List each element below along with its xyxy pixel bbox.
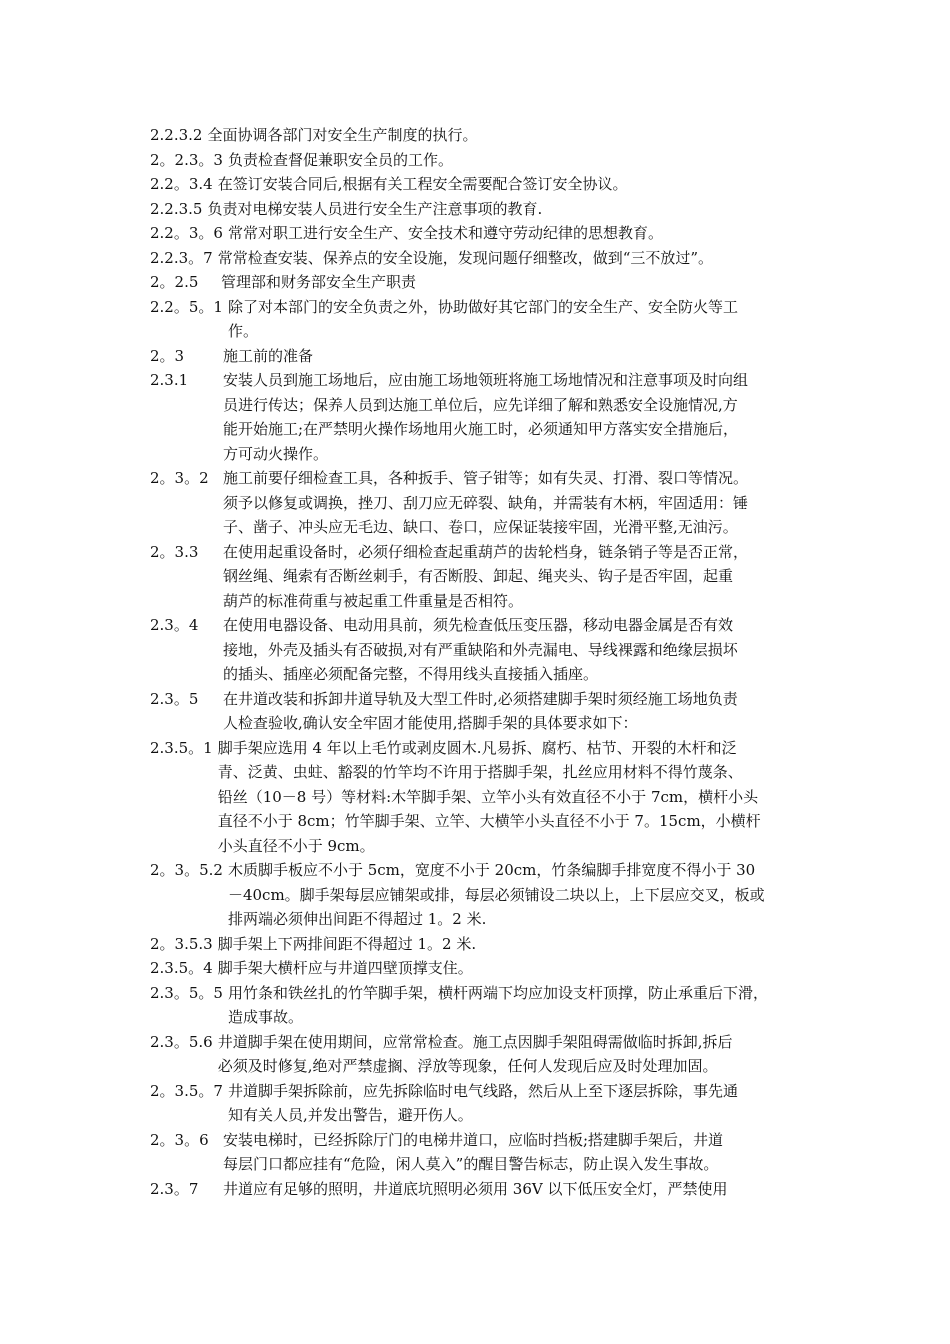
- clause-text: 负责对电梯安装人员进行安全生产注意事项的教育.: [207, 199, 543, 218]
- clause-text: 脚手架应选用 4 年以上毛竹或剥皮圆木.凡易拆、腐朽、枯节、开裂的木杆和泛 青、泛黄、虫蛀、豁裂的竹竿均不许用于搭脚手架，扎丝应用材料不得竹蔑条、 铅丝（10－8 号）等材料:木竿脚手架、立竿小头有效直径不小于 7cm，横杆小头 直径不小于 8cm；竹竿脚手架、立竿、大横竿小头直径不小于 7。15cm，小横杆 小头直径不小于 9cm。: [217, 738, 761, 855]
- clause-number: 2。3。6: [150, 1130, 209, 1149]
- clause-number: 2.2。3。6: [150, 224, 223, 242]
- clause-number: 2.3。4: [150, 616, 199, 634]
- clause-text: 常常检查安装、保养点的安全设施，发现问题仔细整改，做到“三不放过”。: [217, 248, 714, 267]
- clause-text: 负责检查督促兼职安全员的工作。: [227, 150, 453, 169]
- clause-number: 2.3.1: [150, 371, 189, 389]
- clause-2-2-5-1: [150, 295, 810, 344]
- clause-text: 脚手架上下两排间距不得超过 1。2 米.: [217, 934, 477, 953]
- clause-text: 常常对职工进行安全生产、安全技术和遵守劳动纪律的思想教育。: [227, 224, 663, 242]
- clause-text: 脚手架大横杆应与井道四壁顶撑支住。: [217, 959, 473, 977]
- clause-2-3-1: [150, 368, 810, 466]
- clause-text: 在使用起重设备时，必须仔细检查起重葫芦的齿轮档身，链条销子等是否正常， 钢丝绳、绳索有否断丝刺手，有否断股、卸起、绳夹头、钩子是否牢固，起重 葫芦的标准荷重与被起重工件重量是否相符。: [223, 542, 749, 610]
- clause-2-3-7: [150, 1177, 810, 1202]
- clause-number: 2。3.5.3: [150, 934, 213, 953]
- clause-number: 2。3。2: [150, 469, 209, 487]
- clause-number: 2。3。5.2: [150, 861, 223, 879]
- clause-number: 2。3: [150, 346, 185, 365]
- document-body: [150, 123, 810, 1201]
- clause-number: 2。3.5。7: [150, 1081, 223, 1100]
- clause-number: 2。2.3。3: [150, 150, 223, 169]
- clause-2-2-3-5: [150, 197, 810, 222]
- clause-text: 除了对本部门的安全负责之外，协助做好其它部门的安全生产、安全防火等工 作。: [227, 297, 738, 340]
- clause-text: 安装人员到施工场地后，应由施工场地领班将施工场地情况和注意事项及时向组 员进行传达；保养人员到达施工单位后，应先详细了解和熟悉安全设施情况,方 能开始施工;在严禁明火操作场地用火施工时，必须通知甲方落实安全措施后， 方可动火操作。: [223, 371, 749, 463]
- clause-text: 用竹条和铁丝扎的竹竿脚手架，横杆两端下均应加设支杆顶撑，防止承重后下滑， 造成事故。: [227, 983, 768, 1026]
- clause-text: 在井道改装和拆卸井道导轨及大型工件时,必须搭建脚手架时须经施工场地负责 人检查验收,确认安全牢固才能使用,搭脚手架的具体要求如下：: [223, 689, 738, 732]
- heading-2-2-5: [150, 270, 810, 295]
- clause-2-2-3-2: [150, 123, 810, 148]
- clause-text: 木质脚手板应不小于 5cm，宽度不小于 20cm，竹条编脚手排宽度不得小于 30 －40cm。脚手架每层应铺架或排，每层必须铺设二块以上，上下层应交叉，板或 排两端必须伸出间距不得超过 1。2 米.: [227, 861, 765, 928]
- clause-number: 2.3。7: [150, 1179, 199, 1198]
- clause-number: 2.2.3。7: [150, 248, 213, 267]
- clause-2-3-5-2: [150, 858, 810, 932]
- clause-text: 在签订安装合同后,根据有关工程安全需要配合签订安全协议。: [217, 175, 628, 193]
- clause-text: 在使用电器设备、电动用具前，须先检查低压变压器，移动电器金属是否有效 接地，外壳及插头有否破损,对有严重缺陷和外壳漏电、导线裸露和绝缘层损坏 的插头、插座必须配备完整，不得用线头直接插入插座。: [223, 616, 738, 683]
- clause-2-3-4: [150, 613, 810, 687]
- clause-text: 井道应有足够的照明，井道底坑照明必须用 36V 以下低压安全灯，严禁使用: [223, 1179, 728, 1198]
- clause-number: 2.3.5。4: [150, 959, 213, 977]
- clause-text: 井道脚手架在使用期间，应常常检查。施工点因脚手架阻碍需做临时拆卸,拆后 必须及时修复,绝对严禁虚搁、浮放等现象，任何人发现后应及时处理加固。: [217, 1032, 733, 1075]
- clause-2-3-5-4: [150, 956, 810, 981]
- clause-number: 2。2.5: [150, 273, 199, 291]
- clause-number: 2.2。5。1: [150, 297, 223, 316]
- clause-2-2-3-6: [150, 221, 810, 246]
- clause-number: 2.2。3.4: [150, 175, 213, 193]
- clause-2-2-3-7: [150, 246, 810, 271]
- clause-2-3-6: [150, 1128, 810, 1177]
- clause-number: 2.3。5。5: [150, 983, 223, 1002]
- clause-text: 管理部和财务部安全生产职责: [221, 273, 417, 291]
- clause-text: 井道脚手架拆除前，应先拆除临时电气线路，然后从上至下逐层拆除，事先通 知有关人员,并发出警告，避开伤人。: [227, 1081, 738, 1124]
- clause-number: 2.3。5.6: [150, 1032, 213, 1051]
- clause-text: 施工前要仔细检查工具，各种扳手、管子钳等；如有失灵、打滑、裂口等情况。 须予以修复或调换，挫刀、刮刀应无碎裂、缺角，并需装有木柄，牢固适用：锤 子、凿子、冲头应无毛边、缺口、卷口，应保证装接牢固，光滑平整,无油污。: [223, 469, 749, 536]
- clause-2-3-5-1: [150, 736, 810, 859]
- clause-number: 2。3.3: [150, 542, 199, 561]
- heading-2-3: [150, 344, 810, 369]
- clause-number: 2.3。5: [150, 689, 199, 708]
- clause-number: 2.2.3.2: [150, 126, 203, 144]
- clause-text: 全面协调各部门对安全生产制度的执行。: [207, 126, 478, 144]
- clause-2-3-5: [150, 687, 810, 736]
- clause-2-3-5-3: [150, 932, 810, 957]
- clause-2-3-5-6: [150, 1030, 810, 1079]
- clause-2-2-3-4: [150, 172, 810, 197]
- clause-text: 安装电梯时，已经拆除厅门的电梯井道口，应临时挡板;搭建脚手架后，井道 每层门口都应挂有“危险，闲人莫入”的醒目警告标志，防止误入发生事故。: [223, 1130, 724, 1173]
- clause-2-2-3-3: [150, 148, 810, 173]
- clause-2-3-5-7: [150, 1079, 810, 1128]
- clause-text: 施工前的准备: [223, 346, 314, 365]
- clause-number: 2.3.5。1: [150, 738, 213, 757]
- clause-2-3-5-5: [150, 981, 810, 1030]
- clause-2-3-3: [150, 540, 810, 614]
- clause-2-3-2: [150, 466, 810, 540]
- clause-number: 2.2.3.5: [150, 199, 203, 218]
